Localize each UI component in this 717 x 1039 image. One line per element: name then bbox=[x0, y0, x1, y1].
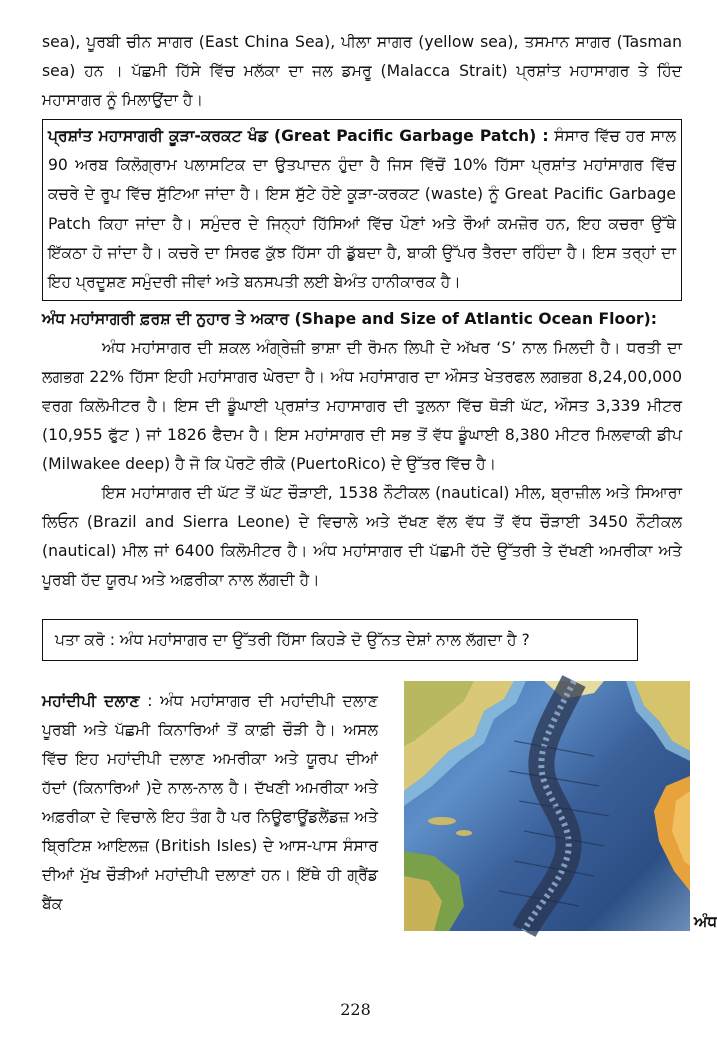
garbage-patch-body: ਸੰਸਾਰ ਵਿੱਚ ਹਰ ਸਾਲ 90 ਅਰਬ ਕਿਲੋਗ੍ਰਾਮ ਪਲਾਸਟਿਕ ਦਾ ਉਤਪਾਦਨ ਹੁੰਦਾ ਹੈ ਜਿਸ ਵਿੱਚੋਂ 10% ਹਿੱਸਾ ਪ੍ਰਸ਼ਾਂਤ ਮਹਾਂਸਾਗਰ ਵਿੱਚ ਕਚਰੇ ਦੇ ਰੂਪ ਵਿੱਚ ਸੁੱਟਿਆ ਜਾਂਦਾ ਹੈ। ਇਸ ਸੁੱਟੇ ਹੋਏ ਕੂੜਾ-ਕਰਕਟ (waste) ਨੂੰ Great Pacific Garbage Patch ਕਿਹਾ ਜਾਂਦਾ ਹੈ। ਸਮੁੰਦਰ ਦੇ ਜਿਨ੍ਹਾਂ ਹਿੱਸਿਆਂ ਵਿੱਚ ਪੌਣਾਂ ਅਤੇ ਰੌਆਂ ਕਮਜ਼ੋਰ ਹਨ, ਇਹ ਕਚਰਾ ਉੱਥੇ ਇੱਕਠਾ ਹੋ ਜਾਂਦਾ ਹੈ। ਕਚਰੇ ਦਾ ਸਿਰਫ ਕੁੱਝ ਹਿੱਸਾ ਹੀ ਡੁੱਬਦਾ ਹੈ, ਬਾਕੀ ਉੱਪਰ ਤੈਰਦਾ ਰਹਿੰਦਾ ਹੈ। ਇਸ ਤਰ੍ਹਾਂ ਦਾ ਇਹ ਪ੍ਰਦੂਸ਼ਣ ਸਮੁੰਦਰੀ ਜੀਵਾਂ ਅਤੇ ਬਨਸਪਤੀ ਲਈ ਬੇਅੰਤ ਹਾਨੀਕਾਰਕ ਹੈ। bbox=[48, 127, 676, 292]
continental-slope-paragraph bbox=[42, 687, 378, 919]
garbage-patch-box bbox=[42, 119, 682, 301]
continental-slope-body: : ਅੰਧ ਮਹਾਂਸਾਗਰ ਦੀ ਮਹਾਂਦੀਪੀ ਦਲਾਣ ਪੂਰਬੀ ਅਤੇ ਪੱਛਮੀ ਕਿਨਾਰਿਆਂ ਤੋਂ ਕਾਫ਼ੀ ਚੌੜੀ ਹੈ। ਅਸਲ ਵਿੱਚ ਇਹ ਮਹਾਂਦੀਪੀ ਦਲਾਣ ਅਮਰੀਕਾ ਅਤੇ ਯੂਰਪ ਦੀਆਂ ਹੱਦਾਂ (ਕਿਨਾਰਿਆਂ )ਦੇ ਨਾਲ-ਨਾਲ ਹੈ। ਦੱਖਣੀ ਅਮਰੀਕਾ ਅਤੇ ਅਫ਼ਰੀਕਾ ਦੇ ਵਿਚਾਲੇ ਇਹ ਤੰਗ ਹੈ ਪਰ ਨਿਊਫਾਊਂਡਲੈਂਡਜ਼ ਅਤੇ ਬ੍ਰਿਟਿਸ਼ ਆਇਲਜ਼ (British Isles) ਦੇ ਆਸ-ਪਾਸ ਸੰਸਾਰ ਦੀਆਂ ਮੁੱਖ ਚੌੜੀਆਂ ਮਹਾਂਦੀਪੀ ਦਲਾਣਾਂ ਹਨ। ਇੱਥੇ ਹੀ ਗ੍ਰੈਂਡ ਬੈਂਕ bbox=[42, 692, 379, 914]
garbage-patch-heading: ਪ੍ਰਸ਼ਾਂਤ ਮਹਾਸਾਗਰੀ ਕੂੜਾ-ਕਰਕਟ ਖੰਡ (Great Pacific Garbage Patch) : bbox=[48, 127, 549, 145]
atlantic-shape-paragraph: ਅੰਧ ਮਹਾਂਸਾਗਰ ਦੀ ਸ਼ਕਲ ਅੰਗ੍ਰੇਜ਼ੀ ਭਾਸ਼ਾ ਦੀ ਰੋਮਨ ਲਿਪੀ ਦੇ ਅੱਖਰ ‘S’ ਨਾਲ ਮਿਲਦੀ ਹੈ। ਧਰਤੀ ਦਾ ਲਗਭਗ 22% ਹਿੱਸਾ ਇਹੀ ਮਹਾਂਸਾਗਰ ਘੇਰਦਾ ਹੈ। ਅੰਧ ਮਹਾਂਸਾਗਰ ਦਾ ਔਸਤ ਖੇਤਰਫਲ ਲਗਭਗ 8,24,00,000 ਵਰਗ ਕਿਲੋਮੀਟਰ ਹੈ। ਇਸ ਦੀ ਡੂੰਘਾਈ ਪ੍ਰਸ਼ਾਂਤ ਮਹਾਸਾਗਰ ਦੀ ਤੁਲਨਾ ਵਿੱਚ ਥੋੜੀ ਘੱਟ, ਔਸਤ 3,339 ਮੀਟਰ (10,955 ਫੁੱਟ ) ਜਾਂ 1826 ਫੈਦਮ ਹੈ। ਇਸ ਮਹਾਂਸਾਗਰ ਦੀ ਸਭ ਤੋਂ ਵੱਧ ਡੂੰਘਾਈ 8,380 ਮੀਟਰ ਮਿਲਵਾਕੀ ਡੀਪ (Milwakee deep) ਹੈ ਜੋ ਕਿ ਪੋਰਟੋ ਰੀਕੋ (PuertoRico) ਦੇ ਉੱਤਰ ਵਿੱਚ ਹੈ। bbox=[42, 339, 682, 474]
continental-slope-heading: ਮਹਾਂਦੀਪੀ ਦਲਾਣ bbox=[42, 692, 140, 711]
continental-slope-text bbox=[42, 687, 378, 919]
intro-paragraph: sea), ਪੂਰਬੀ ਚੀਨ ਸਾਗਰ (East China Sea), ਪੀਲਾ ਸਾਗਰ (yellow sea), ਤਸਮਾਨ ਸਾਗਰ (Tasman sea) ਹਨ । ਪੱਛਮੀ ਹਿੱਸੇ ਵਿੱਚ ਮਲੱਕਾ ਦਾ ਜਲ ਡਮਰੂ (Malacca Strait) ਪ੍ਰਸ਼ਾਂਤ ਮਹਾਸਾਗਰ ਤੇ ਹਿੰਦ ਮਹਾਸਾਗਰ ਨੂੰ ਮਿਲਾਉਂਦਾ ਹੈ। bbox=[42, 33, 682, 109]
map-relief-drawing bbox=[404, 681, 690, 931]
continental-slope-section bbox=[42, 687, 717, 937]
page-number: 228 bbox=[340, 1000, 371, 1019]
page-content bbox=[42, 28, 717, 937]
continuation-word: ਅੰਧ bbox=[694, 913, 717, 932]
find-out-question-box bbox=[42, 619, 638, 661]
atlantic-ocean-floor-map bbox=[404, 681, 690, 931]
atlantic-floor-heading: ਅੰਧ ਮਹਾਂਸਾਗਰੀ ਫ਼ਰਸ਼ ਦੀ ਨੁਹਾਰ ਤੇ ਅਕਾਰ (Shape and Size of Atlantic Ocean Floor): bbox=[42, 310, 657, 329]
find-out-question: ਪਤਾ ਕਰੋ : ਅੰਧ ਮਹਾਂਸਾਗਰ ਦਾ ਉੱਤਰੀ ਹਿੱਸਾ ਕਿਹੜੇ ਦੋ ਉੱਨਤ ਦੇਸ਼ਾਂ ਨਾਲ ਲੱਗਦਾ ਹੈ ? bbox=[55, 631, 530, 650]
garbage-patch-paragraph bbox=[48, 122, 676, 297]
atlantic-width-paragraph: ਇਸ ਮਹਾਂਸਾਗਰ ਦੀ ਘੱਟ ਤੋਂ ਘੱਟ ਚੌੜਾਈ, 1538 ਨੌਟੀਕਲ (nautical) ਮੀਲ, ਬ੍ਰਾਜ਼ੀਲ ਅਤੇ ਸਿਆਰਾ ਲਿਓਨ (Brazil and Sierra Leone) ਦੇ ਵਿਚਾਲੇ ਅਤੇ ਦੱਖਣ ਵੱਲ ਵੱਧ ਤੋਂ ਵੱਧ ਚੌੜਾਈ 3450 ਨੌਟੀਕਲ (nautical) ਮੀਲ ਜਾਂ 6400 ਕਿਲੋਮੀਟਰ ਹੈ। ਅੰਧ ਮਹਾਂਸਾਗਰ ਦੀ ਪੱਛਮੀ ਹੱਦੇ ਉੱਤਰੀ ਤੇ ਦੱਖਣੀ ਅਮਰੀਕਾ ਅਤੇ ਪੂਰਬੀ ਹੱਦ ਯੂਰਪ ਅਤੇ ਅਫ਼ਰੀਕਾ ਨਾਲ ਲੱਗਦੀ ਹੈ। bbox=[42, 484, 682, 590]
